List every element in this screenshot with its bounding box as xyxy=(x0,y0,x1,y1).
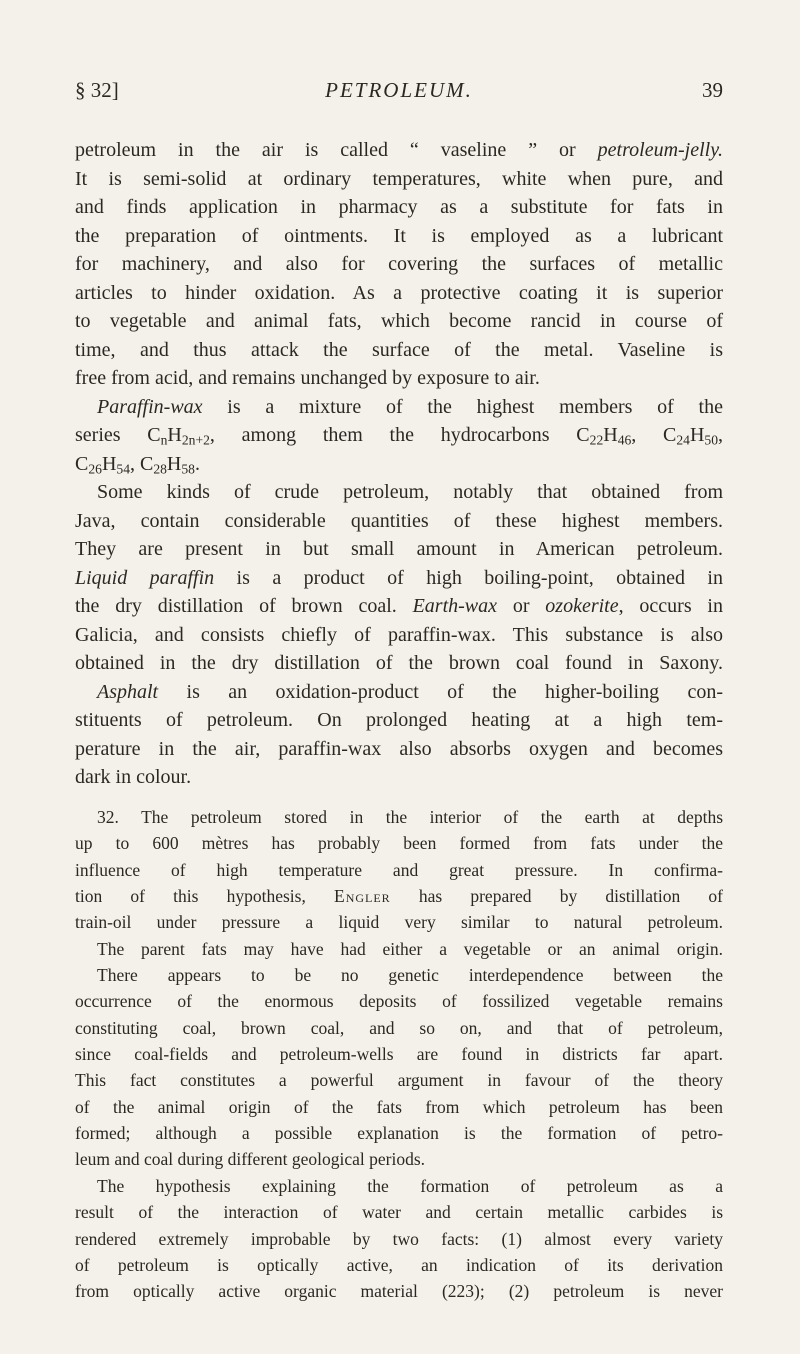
text-line: Galicia, and consists chiefly of paraffin-wax. This substance is also xyxy=(75,623,723,646)
text-line: tion of this hypothesis, Engler has prepared by distillation of xyxy=(75,886,723,907)
text-line: of petroleum is optically active, an indication of its derivation xyxy=(75,1254,723,1275)
text-line: dark in colour. xyxy=(75,766,192,788)
author-name: Engler xyxy=(334,886,391,907)
text-line: articles to hinder oxidation. As a protective coating it is superior xyxy=(75,281,723,304)
text-line: 32. The petroleum stored in the interior of the earth at depths xyxy=(97,807,723,827)
text-line: Some kinds of crude petroleum, notably that obtained from xyxy=(97,481,723,503)
term-liquid-paraffin: Liquid paraffin xyxy=(75,566,215,589)
text-line: Asphalt is an oxidation-product of the higher-boiling con- xyxy=(97,680,723,703)
running-header xyxy=(75,78,723,106)
text-line: the preparation of ointments. It is employed as a lubricant xyxy=(75,224,723,247)
text-line: There appears to be no genetic interdependence between the xyxy=(97,965,723,986)
text-line: the dry distillation of brown coal. Earth-wax or ozokerite, occurs in xyxy=(75,595,723,617)
small-print-section xyxy=(75,804,723,1305)
running-title: PETROLEUM. xyxy=(325,78,473,102)
text-line: This fact constitutes a powerful argument in favour of the theory xyxy=(75,1070,723,1091)
text-line: influence of high temperature and great pressure. In confirma- xyxy=(75,859,723,880)
formula-line: series $C_nH_{2n+2}$, among them the hydrocarbons $C_{22}H_{46}$, $C_{24}H_{50}$, xyxy=(75,424,723,448)
text-line: The parent fats may have had either a vegetable or an animal origin. xyxy=(97,938,723,959)
text-line: of the animal origin of the fats from which petroleum has been xyxy=(75,1096,723,1117)
text-line: since coal-fields and petroleum-wells are found in districts far apart. xyxy=(75,1044,723,1065)
text-line: Paraffin-wax is a mixture of the highest members of the xyxy=(97,395,723,418)
formula-line: $C_{26}H_{54}$, $C_{28}H_{58}$. xyxy=(75,452,200,476)
term-ozokerite: ozokerite xyxy=(545,595,619,617)
text-line: petroleum in the air is called “ vaseline ” or petroleum-jelly. xyxy=(75,139,723,161)
page-number: 39 xyxy=(702,78,723,102)
text-line: Java, contain considerable quantities of these highest members. xyxy=(75,509,723,532)
text-line: for machinery, and also for covering the surfaces of metallic xyxy=(75,253,723,275)
text-line: They are present in but small amount in American petroleum. xyxy=(75,538,723,560)
text-line: The hypothesis explaining the formation of petroleum as a xyxy=(97,1175,723,1196)
text-line: leum and coal during different geological periods. xyxy=(75,1149,426,1170)
text-line: It is semi-solid at ordinary temperatures, white when pure, and xyxy=(75,167,723,190)
text-line: rendered extremely improbable by two facts: (1) almost every variety xyxy=(75,1228,723,1249)
text-line: up to 600 mètres has probably been formed from fats under the xyxy=(75,833,723,854)
text-line: occurrence of the enormous deposits of fossilized vegetable remains xyxy=(75,991,723,1012)
text-line: to vegetable and animal fats, which become rancid in course of xyxy=(75,310,723,332)
term-paraffin-wax: Paraffin-wax xyxy=(97,395,203,418)
text-line: time, and thus attack the surface of the metal. Vaseline is xyxy=(75,338,723,361)
term-earth-wax: Earth-wax xyxy=(412,595,498,617)
text-line: result of the interaction of water and certain metallic carbides is xyxy=(75,1202,723,1223)
text-line: train-oil under pressure a liquid very similar to natural petroleum. xyxy=(75,912,723,933)
body-text xyxy=(75,136,723,792)
text-line: formed; although a possible explanation is the formation of petro- xyxy=(75,1123,723,1144)
text-line: constituting coal, brown coal, and so on, and that of petroleum, xyxy=(75,1017,723,1038)
text-line: and finds application in pharmacy as a substitute for fats in xyxy=(75,196,723,218)
text-line: perature in the air, paraffin-wax also absorbs oxygen and becomes xyxy=(75,737,723,760)
text-line: free from acid, and remains unchanged by exposure to air. xyxy=(75,367,540,389)
section-reference: § 32] xyxy=(75,78,119,102)
text-line: stituents of petroleum. On prolonged heating at a high tem- xyxy=(75,709,723,731)
text-line: Liquid paraffin is a product of high boiling-point, obtained in xyxy=(75,566,723,589)
term-asphalt: Asphalt xyxy=(97,680,159,703)
text-line: from optically active organic material (223); (2) petroleum is never xyxy=(75,1281,723,1302)
text-line: obtained in the dry distillation of the brown coal found in Saxony. xyxy=(75,652,723,674)
